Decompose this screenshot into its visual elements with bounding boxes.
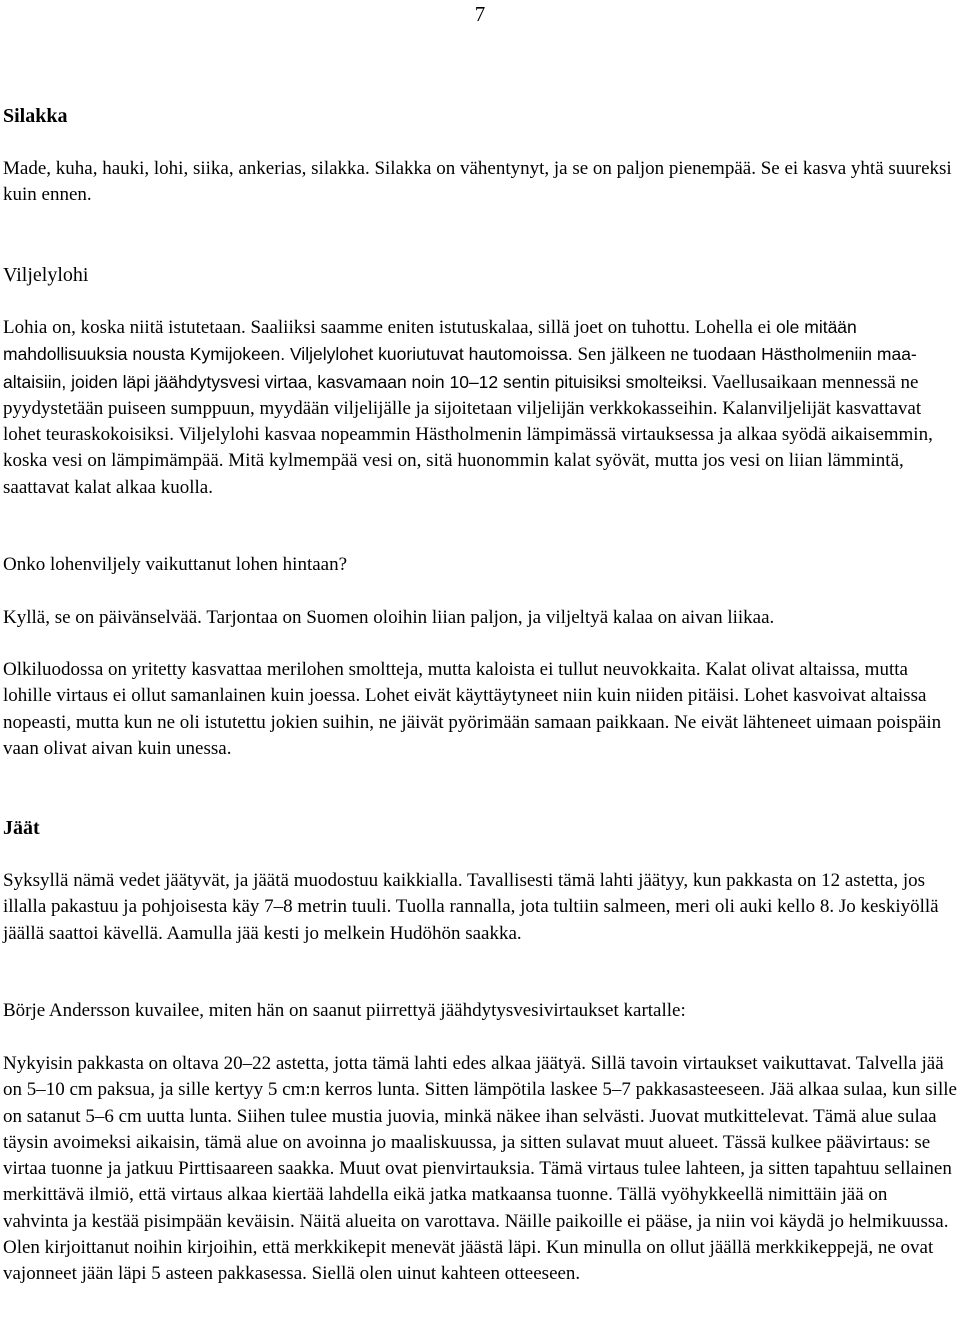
viljelylohi-question: Onko lohenviljely vaikuttanut lohen hintaan? (3, 554, 348, 575)
viljelylohi-p1-part-c: Sen jälkeen ne (572, 344, 689, 366)
jaat-paragraph-3: Nykyisin pakkasta on oltava 20–22 astetta, jotta tämä lahti edes alkaa jäätyä. Sillä tavoin virtaukset vaikuttavat. Talvella jää on 5–10 cm paksua, ja sille kertyy 5 cm:n kerros lunta. Sitten lämpötila laskee 5–7 pakkasasteeseen. Jää alkaa sulaa, kun sille on satanut 5–6 cm uutta lunta. Siihen tulee mustia juovia, minkä näkee ihan selvästi. Juovat mutkittelevat. Tämä alue sulaa täysin avoimeksi aikaisin, tämä alue on avoinna jo maaliskuussa, ja sitten sulavat muut alueet. Tässä kulkee päävirtaus: se virtaa tuonne ja jatkuu Pirttisaareen saakka. Muut ovat pienvirtauksia. Tämä virtaus tulee lahteen, ja sitten tapahtuu sellainen merkittävä ilmiö, että virtaus alkaa kiertää lahdella eikä jatka matkaansa tuonne. Tällä vyöhykkeellä nimittäin jää on vahvinta ja kestää pisimpään keväisin. Näitä alueita on varottava. Näille paikoille ei pääse, ja niin voi käydä jo helmikuussa. Olen kirjoittanut noihin kirjoihin, että merkkikepit menevät jäästä läpi. Kun minulla on ollut jäällä merkkikeppejä, ne ovat vajonneet jään läpi 5 asteen pakkasessa. Siellä olen uinut kahteen otteeseen. (3, 1053, 957, 1285)
viljelylohi-answer: Kyllä, se on päivänselvää. Tarjontaa on Suomen oloihin liian paljon, ja viljeltyä kalaa on aivan liikaa. (3, 607, 775, 628)
jaat-paragraph-2: Börje Andersson kuvailee, miten hän on saanut piirrettyä jäähdytysvesivirtaukset kartalle: (3, 1000, 686, 1021)
heading-viljelylohi: Viljelylohi (3, 264, 89, 286)
heading-silakka: Silakka (3, 105, 68, 127)
viljelylohi-paragraph-2: Olkiluodossa on yritetty kasvattaa merilohen smoltteja, mutta kaloista ei tullut neuvokkaita. Kalat olivat altaissa, mutta lohille virtaus ei ollut samanlainen kuin joessa. Lohet eivät käyttäytyneet niin kuin niiden pitäisi. Lohet kasvoivat altaissa nopeasti, mutta kun ne oli istutettu jokien suihin, ne jäivät pyörimään samaan paikkaan. Ne eivät lähteneet uimaan poispäin vaan olivat aivan kuin unessa. (3, 659, 942, 759)
viljelylohi-p1-part-b: ole mitään mahdollisuuksia nousta Kymijokeen. Viljelylohet kuoriutuvat hautomoissa. (3, 317, 857, 365)
heading-jaat: Jäät (3, 817, 40, 839)
viljelylohi-p1-part-e: Vaellusaikaan mennessä ne pyydystetään puiseen sumppuun, myydään viljelijälle ja sijoitetaan viljelijän verkkokasseihin. Kalanviljelijät kasvattavat lohet teuraskokoisiksi. Viljelylohi kasvaa nopeammin Hästholmenin lämpimässä virtauksessa ja alkaa syödä aikaisemmin, koska vesi on lämpimämpää. Mitä kylmempää vesi on, sitä huonommin kalat syövät, mutta jos vesi on liian lämmintä, saattavat kalat alkaa kuolla. (3, 371, 933, 498)
viljelylohi-paragraph-1 (3, 314, 957, 501)
viljelylohi-p1-part-a: Lohia on, koska niitä istutetaan. Saaliiksi saamme eniten istutuskalaa, sillä joet on tuhottu. Lohella ei (3, 317, 772, 338)
silakka-paragraph: Made, kuha, hauki, lohi, siika, ankerias, silakka. Silakka on vähentynyt, ja se on paljon pienempää. Se ei kasva yhtä suureksi kuin ennen. (3, 158, 952, 206)
jaat-paragraph-1: Syksyllä nämä vedet jäätyvät, ja jäätä muodostuu kaikkialla. Tavallisesti tämä lahti jäätyy, kun pakkasta on 12 astetta, jos illalla pakastuu ja pohjoisesta käy 7–8 metrin tuuli. Tuolla rannalla, jota tultiin salmeen, meri oli auki kello 8. Jo keskiyöllä jäällä saattoi kävellä. Aamulla jää kesti jo melkein Hudöhön saakka. (3, 870, 939, 944)
page-number: 7 (474, 2, 486, 26)
viljelylohi-p1-part-d: tuodaan Hästholmeniin maa-altaisiin, joiden läpi jäähdytysvesi virtaa, kasvamaan noin 10–12 sentin pituisiksi smolteiksi. (3, 344, 917, 392)
